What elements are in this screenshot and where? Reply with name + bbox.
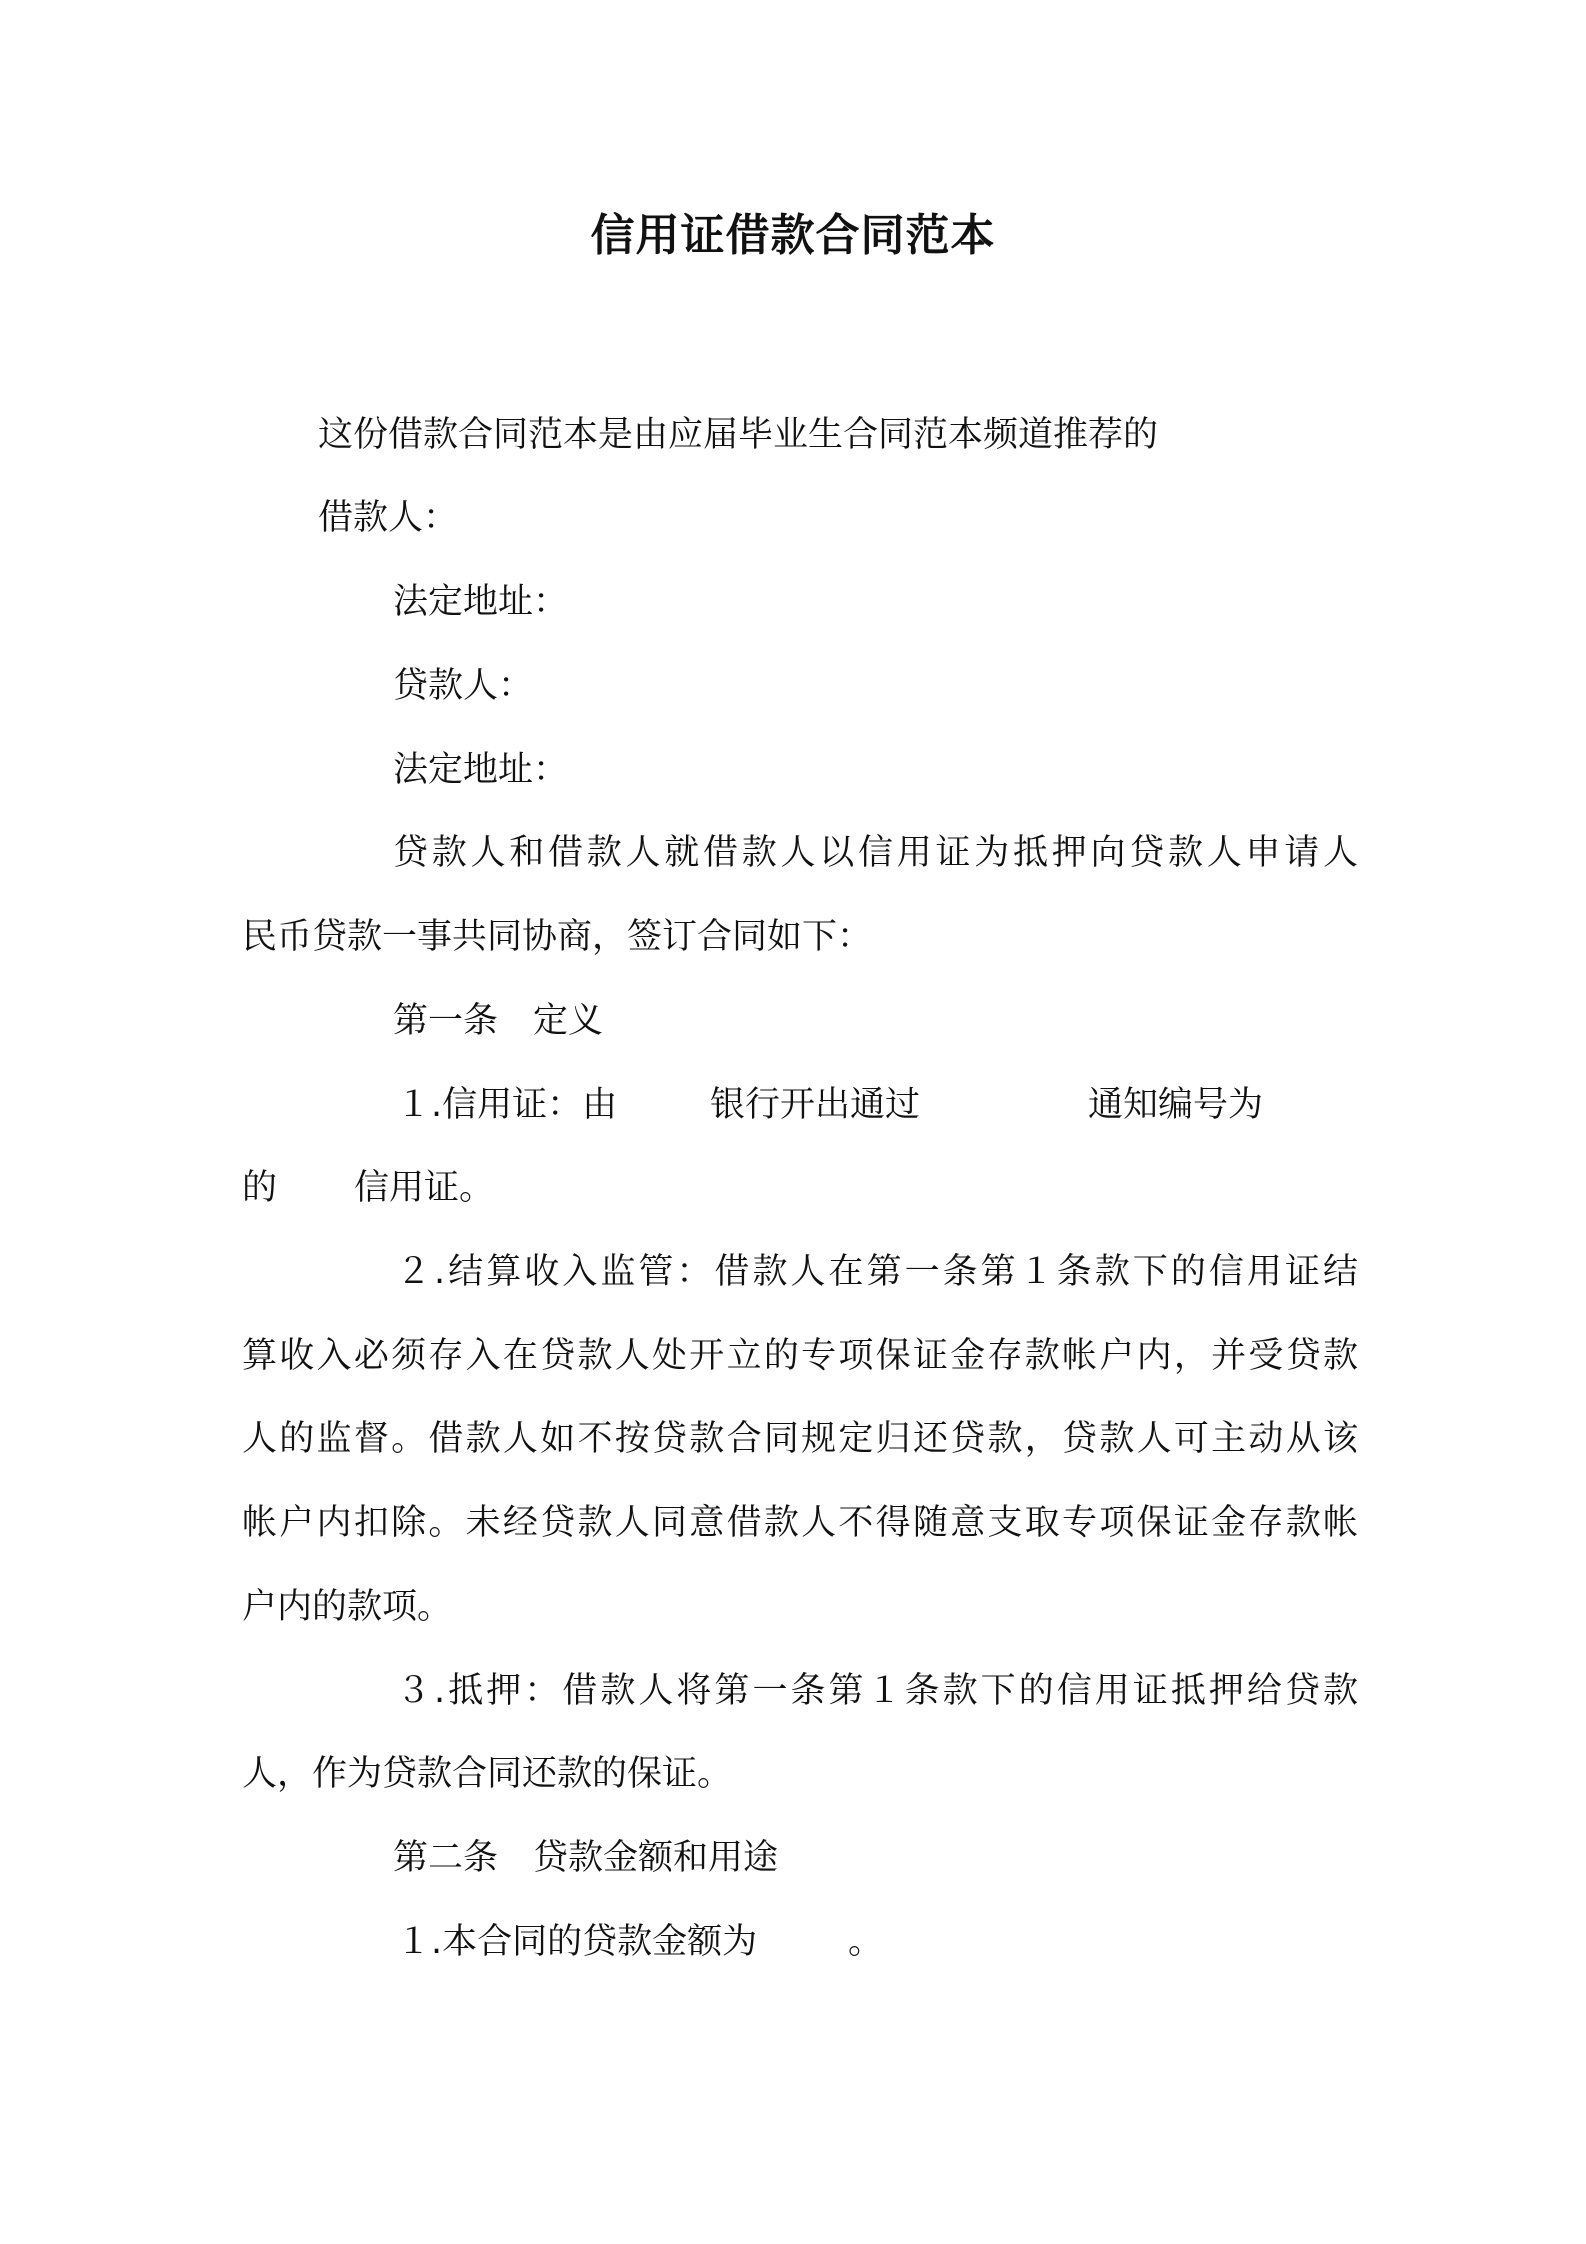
borrower-address-label: 法定地址：: [393, 582, 569, 622]
clause-1-2-line-2: [242, 1335, 1358, 1379]
borrower-label: 借款人：: [318, 498, 459, 538]
article-1-heading: 第一条 定义: [393, 1001, 604, 1041]
document-title: 信用证借款合同范本: [590, 210, 996, 261]
intro-text: 这份借款合同范本是由应届毕业生合同范本频道推荐的: [318, 415, 1159, 455]
preamble-line-1-text: 贷款人和借款人就借款人以信用证为抵押向贷款人申请人: [393, 833, 1358, 873]
clause-1-2-line-2-text: 算收入必须存入在贷款人处开立的专项保证金存款帐户内，并受贷款: [242, 1336, 1358, 1376]
clause-1-2-line-3-text: 人的监督。借款人如不按贷款合同规定归还贷款，贷款人可主动从该: [242, 1419, 1358, 1459]
clause-1-2-line-4: [242, 1502, 1358, 1546]
clause-1-1-part-5: 信用证。: [354, 1168, 495, 1208]
clause-1-1-part-1: １.信用证：由: [396, 1085, 618, 1125]
clause-1-1-part-3: 通知编号为: [1088, 1085, 1264, 1125]
preamble-line-1: [393, 832, 1358, 876]
clause-1-2-line-3: [242, 1418, 1358, 1462]
clause-1-2-line-1: [396, 1251, 1358, 1295]
clause-1-2-line-1-text: ２.结算收入监管：借款人在第一条第１条款下的信用证结: [396, 1252, 1358, 1292]
clause-1-1-part-4: 的: [242, 1168, 278, 1208]
lender-address-label: 法定地址：: [393, 750, 569, 790]
clause-1-1-part-2: 银行开出通过: [710, 1085, 921, 1125]
clause-2-1-part-2: 。: [848, 1922, 884, 1962]
clause-1-3-line-1-text: ３.抵押：借款人将第一条第１条款下的信用证抵押给贷款: [396, 1671, 1358, 1711]
preamble-line-2: 民币贷款一事共同协商，签订合同如下：: [242, 917, 873, 957]
clause-1-3-line-2: 人，作为贷款合同还款的保证。: [242, 1754, 733, 1794]
article-2-heading: 第二条 贷款金额和用途: [393, 1838, 779, 1878]
clause-2-1-part-1: １.本合同的贷款金额为: [396, 1922, 758, 1962]
clause-1-2-line-4-text: 帐户内扣除。未经贷款人同意借款人不得随意支取专项保证金存款帐: [242, 1503, 1358, 1543]
clause-1-3-line-1: [396, 1670, 1358, 1714]
lender-label: 贷款人：: [393, 666, 534, 706]
clause-1-2-line-5: 户内的款项。: [242, 1587, 453, 1627]
